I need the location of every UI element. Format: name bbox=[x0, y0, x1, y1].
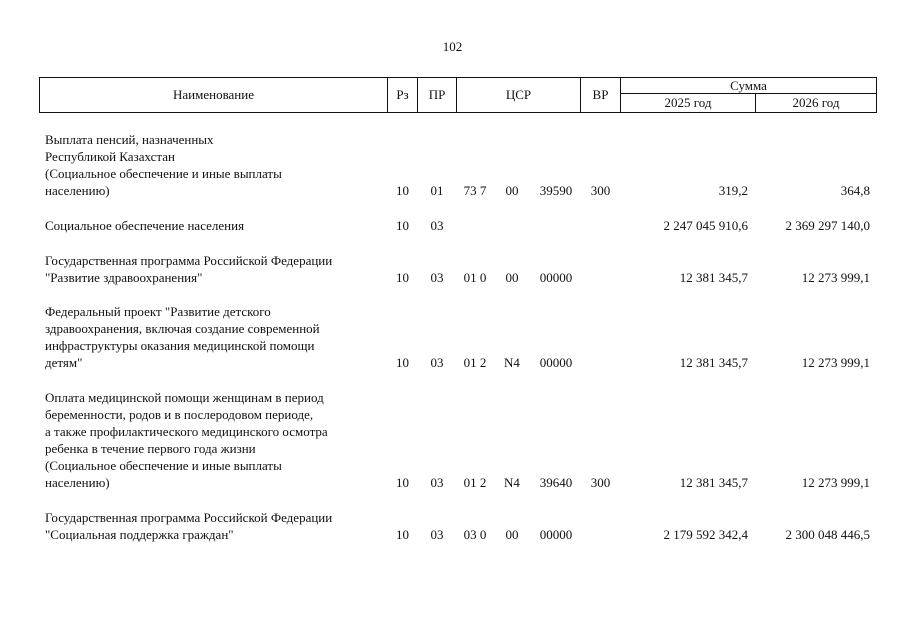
header-csr: ЦСР bbox=[505, 87, 532, 102]
row-name-line: а также профилактического медицинского осмотра bbox=[45, 424, 328, 439]
cell-csr-direction: 00 bbox=[505, 270, 519, 285]
row-name-line: Федеральный проект "Развитие детского bbox=[45, 304, 271, 319]
header-sum: Сумма bbox=[730, 78, 767, 93]
cell-pr: 03 bbox=[430, 218, 444, 233]
row-name-line: Выплата пенсий, назначенных bbox=[45, 132, 214, 147]
cell-pr: 03 bbox=[430, 475, 444, 490]
row-name bbox=[45, 131, 390, 199]
header-rz: Рз bbox=[396, 87, 409, 102]
row-name-line: здравоохранения, включая создание современной bbox=[45, 321, 320, 336]
cell-sum-2025: 12 381 345,7 bbox=[679, 270, 748, 285]
cell-csr-code: 00000 bbox=[539, 270, 573, 285]
row-name-line: инфраструктуры оказания медицинской помощи bbox=[45, 338, 315, 353]
cell-csr-direction: N4 bbox=[504, 355, 520, 370]
row-name-line: беременности, родов и в послеродовом периоде, bbox=[45, 407, 314, 422]
header-year-2026: 2026 год bbox=[792, 95, 840, 110]
cell-sum-2026: 2 369 297 140,0 bbox=[785, 218, 870, 233]
cell-sum-2025: 12 381 345,7 bbox=[679, 475, 748, 490]
cell-csr-direction: N4 bbox=[504, 475, 520, 490]
cell-sum-2025: 2 179 592 342,4 bbox=[663, 527, 748, 542]
row-name-line: Государственная программа Российской Федерации bbox=[45, 253, 333, 268]
cell-sum-2026: 12 273 999,1 bbox=[801, 475, 870, 490]
header-year-2025: 2025 год bbox=[664, 95, 712, 110]
cell-sum-2025: 2 247 045 910,6 bbox=[663, 218, 748, 233]
row-name-line: населению) bbox=[45, 475, 110, 490]
cell-rz: 10 bbox=[396, 270, 409, 285]
cell-csr-direction: 00 bbox=[505, 527, 519, 542]
cell-rz: 10 bbox=[396, 527, 409, 542]
row-name-line: Государственная программа Российской Федерации bbox=[45, 510, 333, 525]
row-name-line: населению) bbox=[45, 183, 110, 198]
cell-sum-2026: 12 273 999,1 bbox=[801, 270, 870, 285]
header-vr: ВР bbox=[592, 87, 609, 102]
cell-pr: 03 bbox=[430, 270, 444, 285]
cell-pr: 03 bbox=[430, 355, 444, 370]
cell-csr-code: 00000 bbox=[539, 355, 573, 370]
row-name-line: "Социальная поддержка граждан" bbox=[45, 527, 234, 542]
cell-pr: 01 bbox=[430, 183, 444, 198]
header-pr: ПР bbox=[428, 87, 446, 102]
cell-csr-program: 03 0 bbox=[463, 527, 487, 542]
row-name-line: "Развитие здравоохранения" bbox=[45, 270, 203, 285]
row-name-line: (Социальное обеспечение и иные выплаты bbox=[45, 166, 282, 181]
row-name bbox=[45, 303, 390, 371]
cell-csr-program: 01 2 bbox=[463, 475, 487, 490]
cell-sum-2026: 364,8 bbox=[840, 183, 870, 198]
row-name bbox=[45, 252, 390, 286]
page-number: 102 bbox=[442, 39, 463, 54]
cell-csr-program: 01 0 bbox=[463, 270, 487, 285]
cell-sum-2025: 12 381 345,7 bbox=[679, 355, 748, 370]
cell-sum-2025: 319,2 bbox=[718, 183, 748, 198]
cell-vr: 300 bbox=[590, 183, 611, 198]
cell-csr-program: 01 2 bbox=[463, 355, 487, 370]
cell-csr-direction: 00 bbox=[505, 183, 519, 198]
header-bottom-border bbox=[39, 112, 877, 113]
cell-rz: 10 bbox=[396, 218, 409, 233]
row-name-line: Социальное обеспечение населения bbox=[45, 218, 245, 233]
row-name-line: Республикой Казахстан bbox=[45, 149, 175, 164]
cell-rz: 10 bbox=[396, 183, 409, 198]
cell-sum-2026: 2 300 048 446,5 bbox=[785, 527, 870, 542]
cell-rz: 10 bbox=[396, 475, 409, 490]
cell-rz: 10 bbox=[396, 355, 409, 370]
row-name-line: ребенка в течение первого года жизни bbox=[45, 441, 256, 456]
cell-pr: 03 bbox=[430, 527, 444, 542]
cell-csr-code: 00000 bbox=[539, 527, 573, 542]
cell-csr-code: 39640 bbox=[539, 475, 573, 490]
header-name: Наименование bbox=[173, 87, 254, 102]
row-name bbox=[45, 217, 390, 234]
cell-csr-program: 73 7 bbox=[463, 183, 487, 198]
cell-vr: 300 bbox=[590, 475, 611, 490]
row-name-line: (Социальное обеспечение и иные выплаты bbox=[45, 458, 282, 473]
cell-sum-2026: 12 273 999,1 bbox=[801, 355, 870, 370]
header-border-right bbox=[876, 77, 877, 113]
row-name-line: Оплата медицинской помощи женщинам в период bbox=[45, 390, 324, 405]
row-name-line: детям" bbox=[45, 355, 83, 370]
cell-csr-code: 39590 bbox=[539, 183, 573, 198]
row-name bbox=[45, 509, 390, 543]
row-name bbox=[45, 389, 390, 491]
